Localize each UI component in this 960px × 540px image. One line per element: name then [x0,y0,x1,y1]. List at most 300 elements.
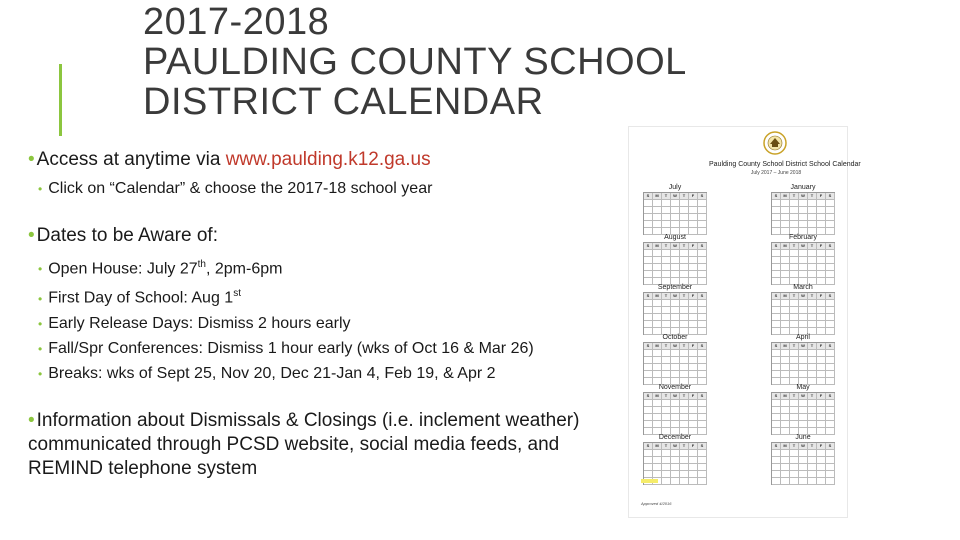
calendar-day-cell [799,207,808,214]
calendar-day-cell [808,214,817,221]
dates-heading-bullet [28,224,613,248]
calendar-day-cell [817,257,826,264]
calendar-day-cell [817,464,826,471]
calendar-day-cell [781,421,790,428]
weekday-header-cell: S [698,393,707,400]
calendar-day-cell [653,364,662,371]
calendar-day-cell [680,307,689,314]
calendar-day-cell [790,371,799,378]
calendar-day-cell [653,350,662,357]
calendar-month-name: February [788,234,817,241]
date-item [40,313,613,335]
calendar-day-cell [653,400,662,407]
calendar-subtitle: July 2017 – June 2018 [750,170,802,176]
weekday-header-cell: F [817,193,826,200]
calendar-day-cell [772,364,781,371]
calendar-day-cell [826,400,835,407]
calendar-day-cell [689,271,698,278]
calendar-footnote [641,479,841,483]
calendar-day-cell [698,450,707,457]
weekday-header-cell: W [671,193,680,200]
calendar-day-cell [698,350,707,357]
calendar-day-cell [826,371,835,378]
calendar-day-cell [680,200,689,207]
calendar-day-cell [799,271,808,278]
calendar-day-cell [772,464,781,471]
calendar-day-cell [772,357,781,364]
calendar-day-cell [790,214,799,221]
title-accent-bar [59,64,62,136]
calendar-day-cell [689,350,698,357]
weekday-header-cell: S [772,193,781,200]
bullet-icon: • [28,409,35,431]
calendar-day-cell [653,371,662,378]
calendar-day-cell [698,300,707,307]
calendar-day-cell [644,207,653,214]
calendar-day-cell [826,471,835,478]
calendar-day-cell [671,214,680,221]
calendar-day-cell [772,400,781,407]
calendar-day-cell [817,214,826,221]
calendar-day-cell [689,400,698,407]
weekday-header-cell: S [826,193,835,200]
calendar-day-cell [671,357,680,364]
calendar-day-cell [680,364,689,371]
calendar-day-cell [817,314,826,321]
dates-heading: Dates to be Aware of: [36,225,218,246]
calendar-day-cell [790,307,799,314]
calendar-day-cell [698,221,707,228]
calendar-day-cell [662,371,671,378]
sub-bullet-icon: • [38,291,43,306]
weekday-header-cell: S [826,243,835,250]
calendar-day-cell [689,371,698,378]
calendar-month-grid [771,292,835,335]
calendar-day-cell [689,471,698,478]
district-website-link[interactable]: www.paulding.k12.ga.us [225,149,431,170]
calendar-day-cell [698,250,707,257]
calendar-day-cell [662,207,671,214]
calendar-day-cell [653,271,662,278]
weekday-header-cell: S [826,393,835,400]
date-item-text: First Day of School: Aug 1 [48,289,234,307]
calendar-day-cell [799,321,808,328]
calendar-day-cell [817,200,826,207]
weekday-header-cell: T [662,343,671,350]
calendar-day-cell [772,371,781,378]
calendar-day-cell [826,207,835,214]
calendar-day-cell [826,464,835,471]
calendar-day-cell [799,314,808,321]
calendar-day-cell [689,200,698,207]
calendar-day-cell [680,300,689,307]
weekday-header-cell: T [680,443,689,450]
calendar-day-cell [790,414,799,421]
calendar-month-name: April [795,334,810,341]
calendar-day-cell [644,321,653,328]
calendar-day-cell [781,371,790,378]
calendar-day-cell [698,414,707,421]
date-item [40,363,613,385]
calendar-day-cell [817,450,826,457]
calendar-day-cell [689,264,698,271]
calendar-day-cell [808,414,817,421]
calendar-day-cell [817,471,826,478]
calendar-month-grid [771,392,835,435]
calendar-day-cell [680,400,689,407]
weekday-header-cell: S [698,193,707,200]
calendar-day-cell [772,214,781,221]
weekday-header-cell: S [698,343,707,350]
calendar-day-cell [826,307,835,314]
calendar-day-cell [698,357,707,364]
calendar-day-cell [817,271,826,278]
calendar-month-name: June [795,434,811,441]
weekday-header-cell: T [808,343,817,350]
calendar-day-cell [790,314,799,321]
title-line-3: DISTRICT CALENDAR [143,81,544,123]
calendar-day-cell [808,264,817,271]
calendar-day-cell [799,264,808,271]
calendar-day-cell [808,371,817,378]
calendar-day-cell [817,250,826,257]
date-item-text: Open House: July 27 [48,260,198,278]
title-line-1: 2017-2018 [143,1,330,43]
calendar-day-cell [799,400,808,407]
weekday-header-cell: T [680,293,689,300]
weekday-header-cell: S [698,243,707,250]
weekday-header-cell: T [662,293,671,300]
weekday-header-cell: F [689,193,698,200]
calendar-day-cell [653,450,662,457]
calendar-day-cell [790,450,799,457]
weekday-header-cell: S [644,343,653,350]
weekday-header-cell: W [671,243,680,250]
calendar-day-cell [781,414,790,421]
calendar-day-cell [671,414,680,421]
calendar-day-cell [781,457,790,464]
calendar-day-cell [817,364,826,371]
weekday-header-cell: W [671,343,680,350]
calendar-month-grid [643,292,707,335]
calendar-day-cell [799,257,808,264]
weekday-header-cell: T [680,343,689,350]
calendar-day-cell [671,314,680,321]
calendar-day-cell [698,271,707,278]
calendar-day-cell [799,464,808,471]
calendar-day-cell [772,207,781,214]
calendar-day-cell [808,464,817,471]
calendar-day-cell [653,250,662,257]
calendar-day-cell [817,221,826,228]
calendar-month [643,333,707,385]
calendar-month [643,383,707,435]
calendar-month [771,233,835,285]
calendar-month [771,183,835,235]
calendar-day-cell [653,464,662,471]
calendar-day-cell [680,357,689,364]
calendar-day-cell [662,400,671,407]
weekday-header-cell: W [671,443,680,450]
calendar-day-cell [772,407,781,414]
calendar-day-cell [680,207,689,214]
slide-title [143,2,843,122]
calendar-day-cell [671,457,680,464]
weekday-header-cell: S [772,243,781,250]
calendar-day-cell [826,321,835,328]
calendar-month-grid [643,342,707,385]
calendar-day-cell [671,300,680,307]
sub-bullet-icon: • [38,366,43,381]
weekday-header-cell: W [799,393,808,400]
calendar-day-cell [808,350,817,357]
weekday-header-cell: T [790,393,799,400]
calendar-day-cell [662,457,671,464]
calendar-day-cell [826,264,835,271]
calendar-day-cell [826,314,835,321]
sub-bullet-icon: • [38,182,43,196]
calendar-day-cell [826,214,835,221]
calendar-day-cell [644,250,653,257]
calendar-day-cell [680,471,689,478]
calendar-day-cell [817,264,826,271]
calendar-day-cell [680,271,689,278]
calendar-day-cell [689,321,698,328]
calendar-day-cell [671,264,680,271]
calendar-day-cell [671,321,680,328]
calendar-day-cell [680,257,689,264]
calendar-day-cell [662,414,671,421]
weekday-header-cell: W [799,293,808,300]
calendar-day-cell [671,350,680,357]
calendar-day-cell [644,221,653,228]
calendar-day-cell [680,450,689,457]
calendar-day-cell [799,300,808,307]
info-text: Information about Dismissals & Closings (i.e. inclement weather) communicated through PCSD website, social media feeds, and REMIND telephone system [28,409,580,479]
calendar-day-cell [772,257,781,264]
calendar-day-cell [662,464,671,471]
calendar-day-cell [662,307,671,314]
weekday-header-cell: M [781,193,790,200]
calendar-day-cell [817,407,826,414]
calendar-day-cell [772,450,781,457]
calendar-day-cell [808,450,817,457]
weekday-header-cell: S [772,393,781,400]
calendar-day-cell [790,464,799,471]
calendar-day-cell [644,271,653,278]
calendar-day-cell [671,271,680,278]
calendar-day-cell [698,464,707,471]
weekday-header-cell: S [698,293,707,300]
calendar-day-cell [772,414,781,421]
calendar-day-cell [671,307,680,314]
calendar-day-cell [662,264,671,271]
calendar-day-cell [799,414,808,421]
calendar-day-cell [662,350,671,357]
calendar-day-cell [790,271,799,278]
weekday-header-cell: T [790,243,799,250]
weekday-header-cell: M [653,343,662,350]
calendar-month [771,433,835,485]
calendar-day-cell [644,364,653,371]
calendar-day-cell [689,250,698,257]
calendar-day-cell [781,407,790,414]
calendar-day-cell [772,200,781,207]
calendar-day-cell [826,357,835,364]
date-item [40,254,613,280]
calendar-day-cell [799,407,808,414]
calendar-day-cell [826,300,835,307]
calendar-day-cell [772,300,781,307]
calendar-day-cell [671,471,680,478]
calendar-day-cell [817,307,826,314]
calendar-day-cell [653,214,662,221]
calendar-day-cell [826,257,835,264]
calendar-day-cell [781,307,790,314]
calendar-day-cell [671,207,680,214]
bullet-icon: • [28,225,35,246]
calendar-day-cell [781,207,790,214]
weekday-header-cell: W [799,243,808,250]
calendar-day-cell [653,414,662,421]
weekday-header-cell: S [644,443,653,450]
weekday-header-cell: S [826,443,835,450]
calendar-day-cell [689,214,698,221]
calendar-day-cell [817,207,826,214]
calendar-day-cell [808,321,817,328]
calendar-day-cell [790,300,799,307]
calendar-day-cell [799,200,808,207]
calendar-image [628,126,861,518]
weekday-header-cell: F [689,343,698,350]
calendar-day-cell [808,221,817,228]
calendar-day-cell [817,300,826,307]
weekday-header-cell: T [790,343,799,350]
calendar-day-cell [808,250,817,257]
calendar-day-cell [653,200,662,207]
calendar-day-cell [808,307,817,314]
calendar-day-cell [799,221,808,228]
calendar-day-cell [653,257,662,264]
calendar-day-cell [680,350,689,357]
calendar-day-cell [662,321,671,328]
calendar-day-cell [790,350,799,357]
calendar-day-cell [653,207,662,214]
calendar-day-cell [790,357,799,364]
calendar-day-cell [790,321,799,328]
calendar-day-cell [781,450,790,457]
calendar-day-cell [644,357,653,364]
weekday-header-cell: F [689,293,698,300]
calendar-day-cell [662,200,671,207]
calendar-day-cell [808,300,817,307]
calendar-day-cell [653,421,662,428]
calendar-day-cell [808,207,817,214]
footnote-highlight [641,479,658,483]
calendar-day-cell [671,257,680,264]
calendar-day-cell [790,264,799,271]
calendar-day-cell [790,250,799,257]
calendar-day-cell [680,414,689,421]
calendar-day-cell [799,450,808,457]
calendar-day-cell [817,350,826,357]
calendar-day-cell [653,264,662,271]
calendar-day-cell [826,350,835,357]
calendar-month-name: November [658,384,692,391]
calendar-day-cell [808,271,817,278]
weekday-header-cell: T [680,193,689,200]
calendar-day-cell [781,300,790,307]
calendar-day-cell [698,200,707,207]
weekday-header-cell: W [799,193,808,200]
calendar-day-cell [790,207,799,214]
calendar-day-cell [689,407,698,414]
calendar-day-cell [662,314,671,321]
calendar-day-cell [698,471,707,478]
weekday-header-cell: M [653,193,662,200]
calendar-day-cell [698,214,707,221]
weekday-header-cell: F [689,393,698,400]
calendar-day-cell [799,214,808,221]
calendar-day-cell [644,300,653,307]
calendar-day-cell [644,464,653,471]
calendar-day-cell [644,371,653,378]
calendar-day-cell [808,407,817,414]
calendar-day-cell [808,357,817,364]
calendar-day-cell [781,400,790,407]
date-item-sup: th [197,259,206,270]
weekday-header-cell: S [772,343,781,350]
calendar-day-cell [826,450,835,457]
calendar-day-cell [781,350,790,357]
calendar-day-cell [808,364,817,371]
weekday-header-cell: M [653,293,662,300]
calendar-day-cell [662,214,671,221]
calendar-day-cell [781,271,790,278]
calendar-day-cell [662,471,671,478]
weekday-header-cell: M [781,293,790,300]
calendar-day-cell [799,421,808,428]
weekday-header-cell: S [772,443,781,450]
calendar-day-cell [772,221,781,228]
calendar-day-cell [689,314,698,321]
calendar-day-cell [680,407,689,414]
calendar-day-cell [653,321,662,328]
calendar-day-cell [826,200,835,207]
calendar-day-cell [808,314,817,321]
calendar-day-cell [826,364,835,371]
calendar-month-name: December [658,434,692,441]
calendar-day-cell [826,250,835,257]
calendar-day-cell [790,221,799,228]
calendar-month-grid [643,392,707,435]
date-item-text: Fall/Spr Conferences: Dismiss 1 hour early (wks of Oct 16 & Mar 26) [48,339,534,357]
calendar-day-cell [653,221,662,228]
calendar-day-cell [808,457,817,464]
calendar-day-cell [698,421,707,428]
calendar-day-cell [671,407,680,414]
access-text: Access at anytime via [36,149,226,170]
access-sub-text: Click on “Calendar” & choose the 2017-18 school year [48,180,433,197]
calendar-month-grid [643,192,707,235]
calendar-day-cell [698,371,707,378]
weekday-header-cell: T [662,243,671,250]
sub-bullet-icon: • [38,262,43,277]
calendar-day-cell [698,264,707,271]
calendar-day-cell [790,471,799,478]
weekday-header-cell: S [826,343,835,350]
calendar-day-cell [781,221,790,228]
